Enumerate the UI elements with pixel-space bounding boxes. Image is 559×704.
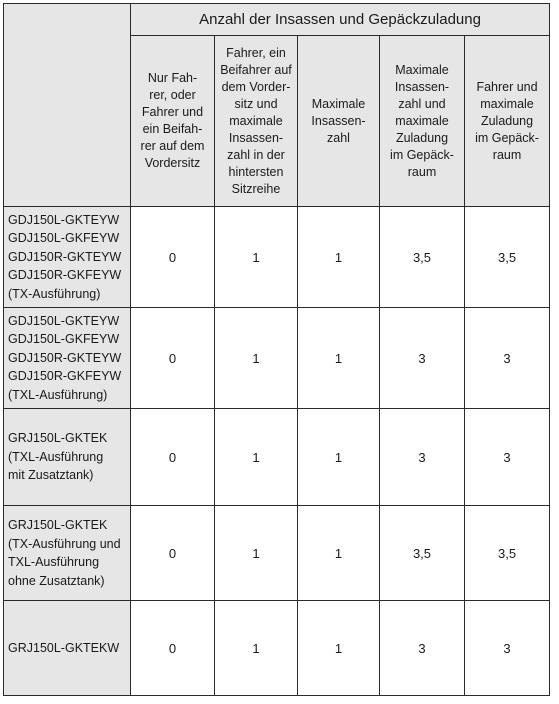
row-model-label: GDJ150L-GKTEYW GDJ150L-GKFEYW GDJ150R-GKTEYW GDJ150R-GKFEYW (TXL-Ausführung): [8, 313, 122, 402]
table-cell: 1: [298, 506, 380, 601]
column-header-label: Fahrer und maximale Zuladung im Gepäck- raum: [475, 79, 539, 162]
table-cell: 3: [380, 601, 465, 696]
table-cell: 3: [465, 308, 550, 409]
row-model-cell: [4, 308, 131, 409]
table-row: [4, 601, 550, 696]
table-row: [4, 409, 550, 506]
row-model-cell: [4, 207, 131, 308]
table-cell: 3,5: [465, 506, 550, 601]
table-row: [4, 506, 550, 601]
table-row: [4, 207, 550, 308]
corner-cell: [4, 4, 131, 207]
row-model-cell: [4, 409, 131, 506]
row-model-cell: [4, 506, 131, 601]
table-cell: 0: [131, 207, 215, 308]
load-table-container: [3, 3, 550, 696]
table-cell: 1: [215, 409, 298, 506]
row-model-label: GRJ150L-GKTEK (TX-Ausführung und TXL-Ausführung ohne Zusatztank): [8, 518, 121, 588]
table-cell: 3,5: [465, 207, 550, 308]
table-cell: 1: [215, 308, 298, 409]
table-cell: 1: [298, 409, 380, 506]
row-model-label: GDJ150L-GKTEYW GDJ150L-GKFEYW GDJ150R-GKTEYW GDJ150R-GKFEYW (TX-Ausführung): [8, 212, 122, 301]
column-header-driver-max-load: [465, 36, 550, 207]
occupant-load-table: [3, 3, 550, 696]
table-cell: 3,5: [380, 506, 465, 601]
column-header-label: Maximale Insassen- zahl: [311, 96, 366, 145]
table-cell: 1: [215, 506, 298, 601]
table-cell: 3: [380, 409, 465, 506]
column-header-label: Maximale Insassen- zahl und maximale Zuladung im Gepäck- raum: [390, 62, 454, 179]
column-header-max-occupants-load: [380, 36, 465, 207]
column-header-driver-front-rear: [215, 36, 298, 207]
row-model-cell: [4, 601, 131, 696]
table-cell: 3,5: [380, 207, 465, 308]
table-cell: 3: [465, 409, 550, 506]
table-cell: 1: [298, 207, 380, 308]
table-cell: 1: [215, 207, 298, 308]
table-cell: 0: [131, 601, 215, 696]
column-header-driver-front: [131, 36, 215, 207]
table-cell: 1: [298, 308, 380, 409]
column-header-max-occupants: [298, 36, 380, 207]
table-row: [4, 308, 550, 409]
column-header-label: Fahrer, ein Beifahrer auf dem Vorder- sitz und maximale Insassen- zahl in der hintersten Sitzreihe: [220, 45, 292, 196]
table-cell: 3: [380, 308, 465, 409]
table-cell: 0: [131, 308, 215, 409]
row-model-label: GRJ150L-GKTEKW: [8, 640, 120, 655]
table-cell: 1: [215, 601, 298, 696]
group-header: Anzahl der Insassen und Gepäckzuladung: [131, 4, 550, 36]
row-model-label: GRJ150L-GKTEK (TXL-Ausführung mit Zusatztank): [8, 431, 108, 483]
header-row-top: [4, 4, 550, 36]
table-cell: 3: [465, 601, 550, 696]
table-cell: 0: [131, 409, 215, 506]
table-cell: 1: [298, 601, 380, 696]
column-header-label: Nur Fah- rer, oder Fahrer und ein Beifah- rer auf dem Vordersitz: [140, 71, 205, 170]
table-cell: 0: [131, 506, 215, 601]
